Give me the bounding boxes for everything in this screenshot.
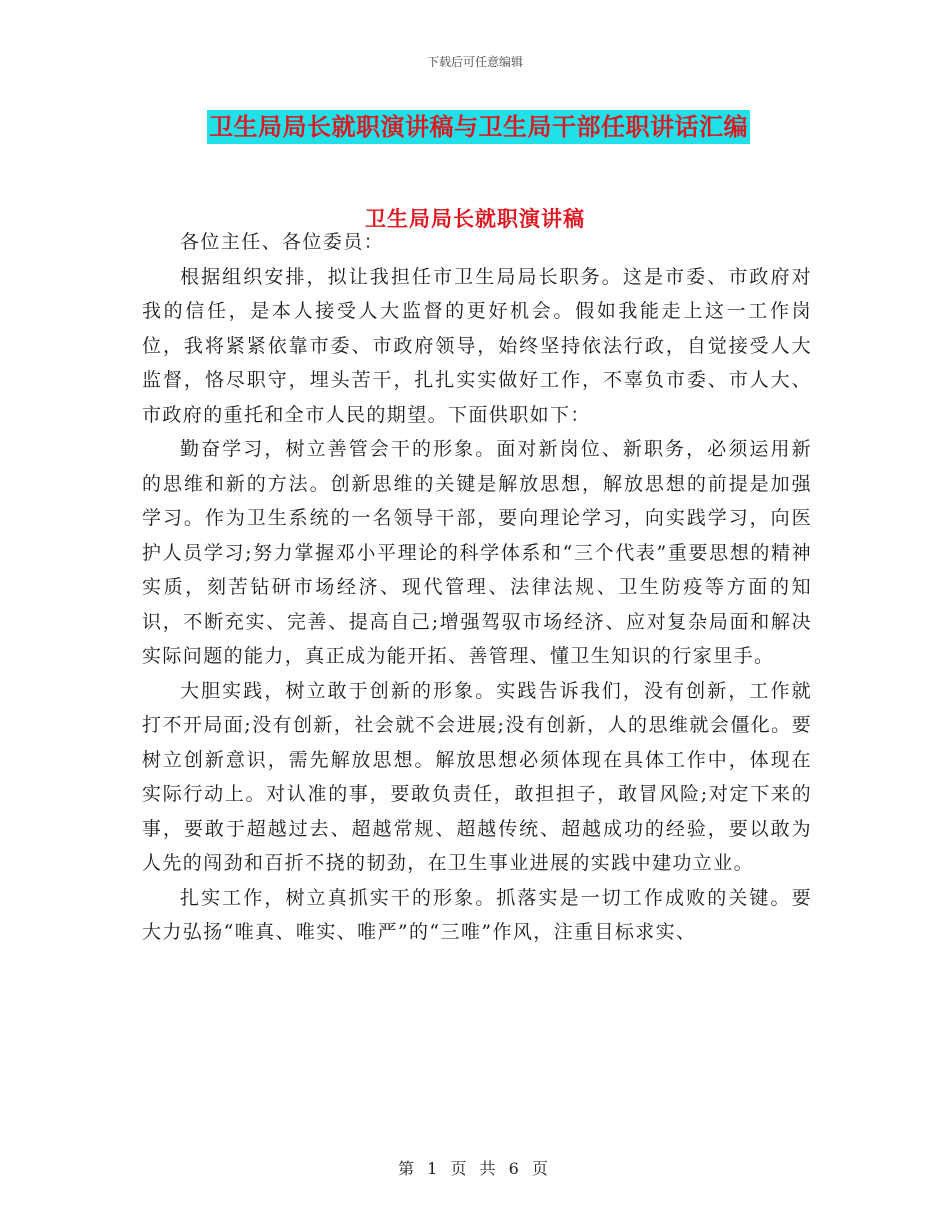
salutation: 各位主任、各位委员：: [180, 231, 385, 253]
header-note: 下载后可任意编辑: [426, 55, 523, 69]
document-title: 卫生局局长就职演讲稿与卫生局干部任职讲话汇编: [207, 110, 750, 144]
paragraph: 根据组织安排，拟让我担任市卫生局局长职务。这是市委、市政府对我的信任，是本人接受人大监督的更好机会。假如我能走上这一工作岗位，我将紧紧依靠市委、市政府领导，始终坚持依法行政，自觉接受人大监督，恪尽职守，埋头苦干，扎扎实实做好工作，不辜负市委、市人大、市政府的重托和全市人民的期望。下面供职如下：: [142, 265, 812, 426]
paragraph: 勤奋学习，树立善管会干的形象。面对新岗位、新职务，必须运用新的思维和新的方法。创新思维的关键是解放思想，解放思想的前提是加强学习。作为卫生系统的一名领导干部，要向理论学习，向实践学习，向医护人员学习;努力掌握邓小平理论的科学体系和“三个代表”重要思想的精神实质，刻苦钻研市场经济、现代管理、法律法规、卫生防疫等方面的知识，不断充实、完善、提高自己;增强驾驭市场经济、应对复杂局面和解决实际问题的能力，真正成为能开拓、善管理、懂卫生知识的行家里手。: [142, 438, 812, 667]
document-body: [142, 225, 812, 950]
paragraph: 大胆实践，树立敢于创新的形象。实践告诉我们，没有创新，工作就打不开局面;没有创新，社会就不会进展;没有创新，人的思维就会僵化。要树立创新意识，需先解放思想。解放思想必须体现在具体工作中，体现在实际行动上。对认准的事，要敢负责任，敢担担子，敢冒风险;对定下来的事，要敢于超越过去、超越常规、超越传统、超越成功的经验，要以敢为人先的闯劲和百折不挠的韧劲，在卫生事业进展的实践中建功立业。: [142, 679, 812, 874]
page-number: 第 1 页 共 6 页: [398, 1159, 552, 1178]
section-title: 卫生局局长就职演讲稿: [365, 206, 585, 231]
paragraph: 扎实工作，树立真抓实干的形象。抓落实是一切工作成败的关键。要大力弘扬“唯真、唯实、唯严”的“三唯”作风，注重目标求实、: [142, 886, 812, 943]
